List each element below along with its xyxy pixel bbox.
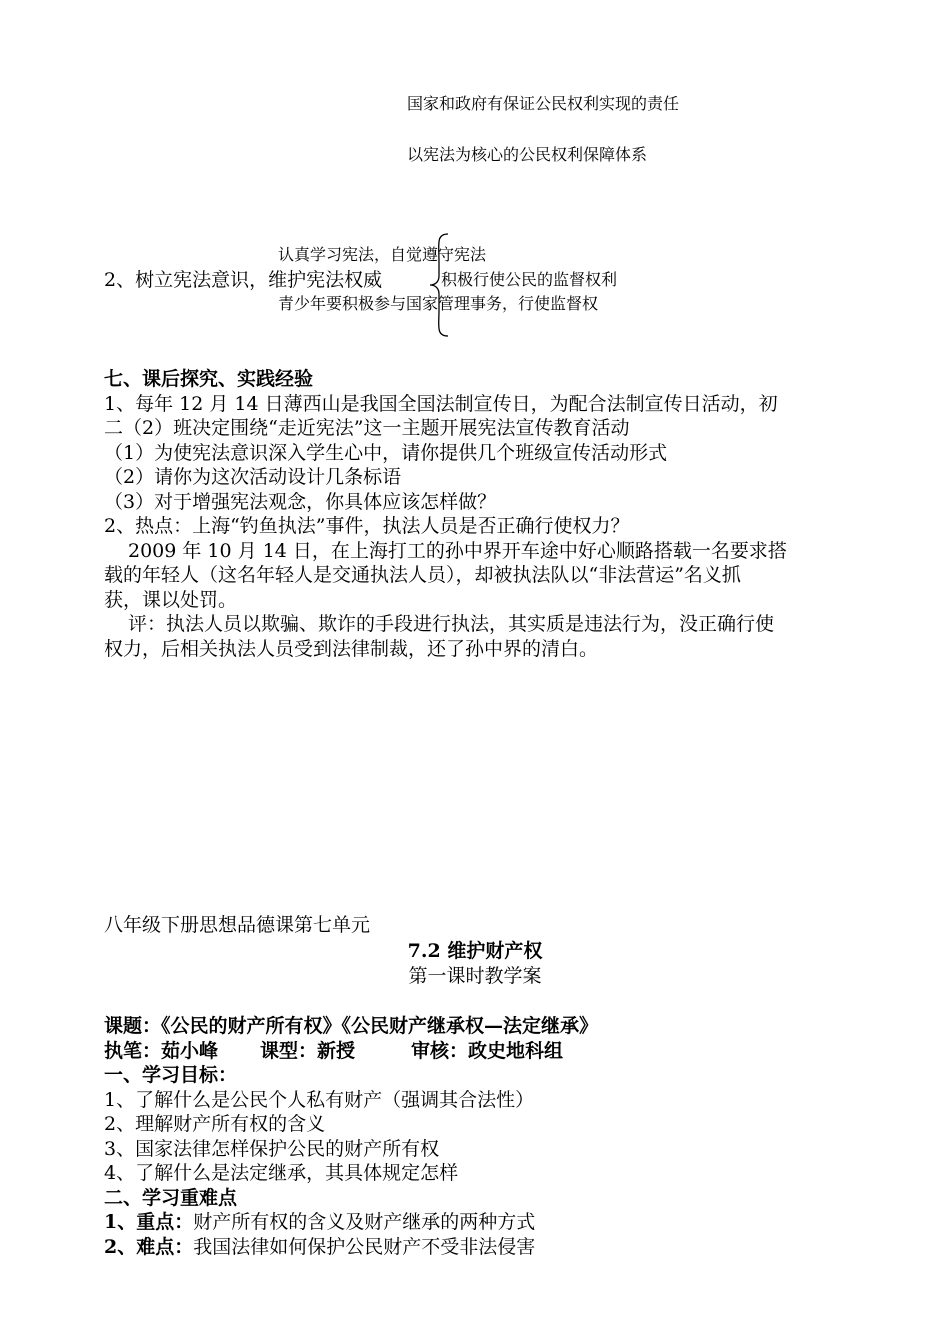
diagram-main-point: 2、树立宪法意识，维护宪法权威 bbox=[104, 269, 383, 291]
unit-label: 八年级下册思想品德课第七单元 bbox=[104, 914, 371, 936]
diagram-branch-supervise: 积极行使公民的监督权利 bbox=[441, 270, 618, 289]
author-label: 执笔：茹小峰 bbox=[104, 1039, 219, 1062]
goal-item: 2、理解财产所有权的含义 bbox=[104, 1113, 326, 1135]
difficulty-point bbox=[104, 1235, 864, 1260]
case-paragraph-line: 2009 年 10 月 14 日，在上海打工的孙中界开车途中好心顺路搭载一名要求搭 bbox=[128, 539, 787, 562]
key-point bbox=[104, 1210, 864, 1235]
goal-item: 4、了解什么是法定继承，其具体规定怎样 bbox=[104, 1162, 459, 1184]
sub-question: （3）对于增强宪法观念，你具体应该怎样做？ bbox=[104, 490, 497, 513]
curly-brace-icon bbox=[428, 232, 450, 338]
lesson-subtitle: 第一课时教学案 bbox=[408, 965, 542, 987]
diagram-branch-participate: 青少年要积极参与国家管理事务，行使监督权 bbox=[278, 294, 599, 313]
case-paragraph-line: 载的年轻人（这名年轻人是交通执法人员），却被执法队以“非法营运”名义抓 bbox=[104, 564, 741, 586]
type-label: 课型：新授 bbox=[260, 1039, 356, 1062]
section-practice bbox=[104, 367, 864, 661]
goal-item: 3、国家法律怎样保护公民的财产所有权 bbox=[104, 1137, 440, 1160]
sub-question: （2）请你为这次活动设计几条标语 bbox=[104, 466, 402, 488]
comment-paragraph-line: 权力，后相关执法人员受到法律制裁，还了孙中界的清白。 bbox=[104, 637, 599, 660]
comment-paragraph-line: 评：执法人员以欺骗、欺诈的手段进行执法，其实质是违法行为，没正确行使 bbox=[128, 613, 775, 635]
review-label: 审核：政史地科组 bbox=[411, 1039, 564, 1062]
lesson-body bbox=[104, 1014, 864, 1259]
lesson-title: 7.2 维护财产权 bbox=[407, 940, 543, 962]
goal-item: 1、了解什么是公民个人私有财产（强调其合法性） bbox=[104, 1088, 535, 1111]
question-1-line: 1、每年 12 月 14 日薄西山是我国全国法制宣传日，为配合法制宣传日活动，初 bbox=[104, 392, 778, 415]
lesson-topic: 课题：《公民的财产所有权》《公民财产继承权—法定继承》 bbox=[104, 1015, 599, 1037]
question-2: 2、热点：上海“钓鱼执法”事件，执法人员是否正确行使权力？ bbox=[104, 515, 630, 537]
text-rights-system: 以宪法为核心的公民权利保障体系 bbox=[407, 145, 648, 164]
goals-heading: 一、学习目标： bbox=[104, 1064, 238, 1086]
diagram-branch-study: 认真学习宪法，自觉遵守宪法 bbox=[278, 245, 487, 264]
key-point-text: 财产所有权的含义及财产继承的两种方式 bbox=[193, 1211, 536, 1233]
question-1-line: 二（2）班决定围绕“走近宪法”这一主题开展宪法宣传教育活动 bbox=[104, 417, 630, 439]
case-paragraph-line: 获，课以处罚。 bbox=[104, 588, 238, 611]
section-heading: 七、课后探究、实践经验 bbox=[104, 368, 314, 390]
key-point-label: 1、重点： bbox=[104, 1211, 194, 1233]
key-difficulty-heading: 二、学习重难点 bbox=[104, 1186, 238, 1209]
sub-question: （1）为使宪法意识深入学生心中，请你提供几个班级宣传活动形式 bbox=[104, 441, 668, 464]
text-state-responsibility: 国家和政府有保证公民权利实现的责任 bbox=[407, 94, 680, 113]
lesson-meta bbox=[104, 1039, 864, 1064]
difficulty-label: 2、难点： bbox=[104, 1235, 194, 1258]
difficulty-text: 我国法律如何保护公民财产不受非法侵害 bbox=[193, 1235, 536, 1258]
